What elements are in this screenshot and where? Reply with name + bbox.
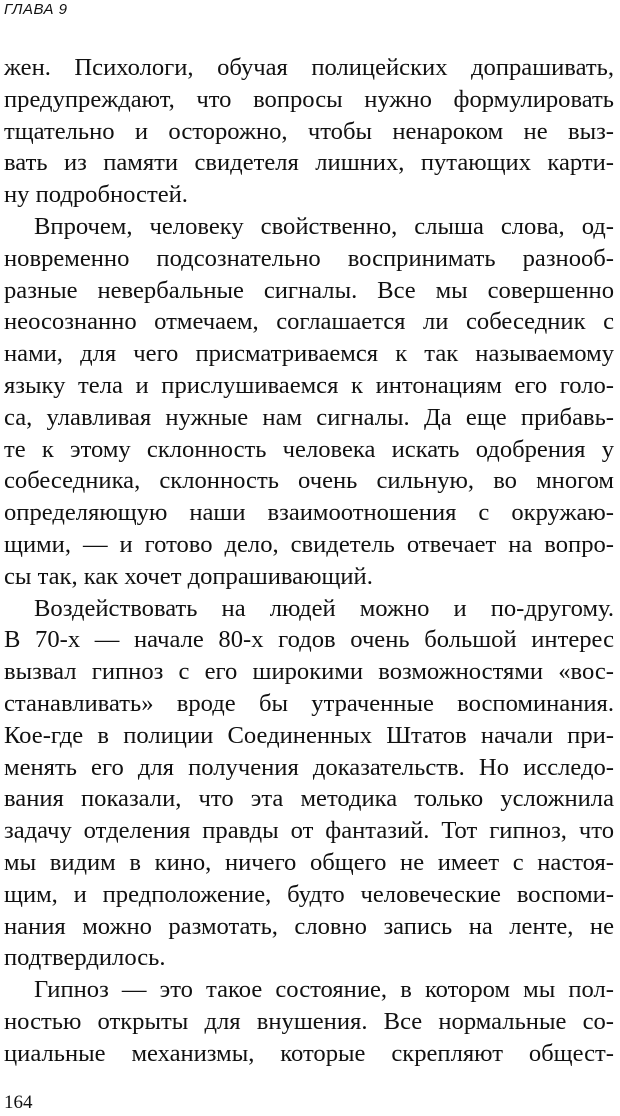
text-line: собеседника, склонность очень сильную, во многом — [4, 467, 614, 495]
text-line: сы так, как хочет допрашивающий. — [4, 562, 373, 590]
text-line: жен. Психологи, обучая полицейских допрашивать, — [4, 54, 614, 81]
text-line: вать из памяти свидетеля лишних, путающих карти- — [4, 149, 614, 177]
text-line: Воздействовать на людей можно и по-другому. — [34, 594, 614, 622]
text-line: В 70-х — начале 80-х годов очень большой интерес — [4, 626, 614, 654]
text-line: вания показали, что эта методика только усложнила — [4, 785, 614, 813]
text-line: определяющую наши взаимоотношения с окружаю- — [4, 499, 614, 527]
text-line: щими, — и готово дело, свидетель отвечает на вопро- — [4, 530, 614, 558]
text-line: ну подробностей. — [4, 181, 188, 209]
text-line: станавливать» вроде бы утраченные воспоминания. — [4, 689, 614, 717]
text-line: языку тела и прислушиваемся к интонациям его голо- — [4, 371, 614, 399]
text-line: разные невербальные сигналы. Все мы совершенно — [4, 276, 614, 304]
text-line: са, улавливая нужные нам сигналы. Да еще прибавь- — [4, 403, 614, 431]
text-line: предупреждают, что вопросы нужно формулировать — [4, 85, 614, 113]
text-line: те к этому склонность человека искать одобрения у — [4, 435, 614, 463]
text-line: вызвал гипноз с его широкими возможностями «вос- — [4, 658, 614, 686]
text-line: новременно подсознательно воспринимать разнооб- — [4, 244, 614, 272]
text-line: неосознанно отмечаем, соглашается ли собеседник с — [4, 308, 614, 336]
text-line: мы видим в кино, ничего общего не имеет с настоя- — [4, 848, 614, 876]
text-line: задачу отделения правды от фантазий. Тот гипноз, что — [4, 817, 614, 845]
text-line: ностью открыты для внушения. Все нормальные со- — [4, 1007, 614, 1035]
text-line: менять его для получения доказательств. Но исследо- — [4, 753, 614, 781]
running-head: ГЛАВА 9 — [4, 1, 68, 18]
text-line: циальные механизмы, которые скрепляют общест- — [4, 1039, 614, 1067]
text-line: щим, и предположение, будто человеческие воспоми- — [4, 880, 614, 908]
text-line: тщательно и осторожно, чтобы ненароком не выз- — [4, 117, 614, 145]
text-line: Кое-где в полиции Соединенных Штатов начали при- — [4, 721, 614, 749]
text-line: нами, для чего присматриваемся к так называемому — [4, 340, 614, 368]
page-number: 164 — [4, 1092, 33, 1113]
body-text — [4, 52, 614, 1070]
text-line: нания можно размотать, словно запись на ленте, не — [4, 912, 614, 940]
text-line: подтвердилось. — [4, 944, 166, 972]
text-line: Гипноз — это такое состояние, в котором мы пол- — [34, 976, 614, 1004]
text-line: Впрочем, человеку свойственно, слыша слова, од- — [34, 212, 614, 240]
